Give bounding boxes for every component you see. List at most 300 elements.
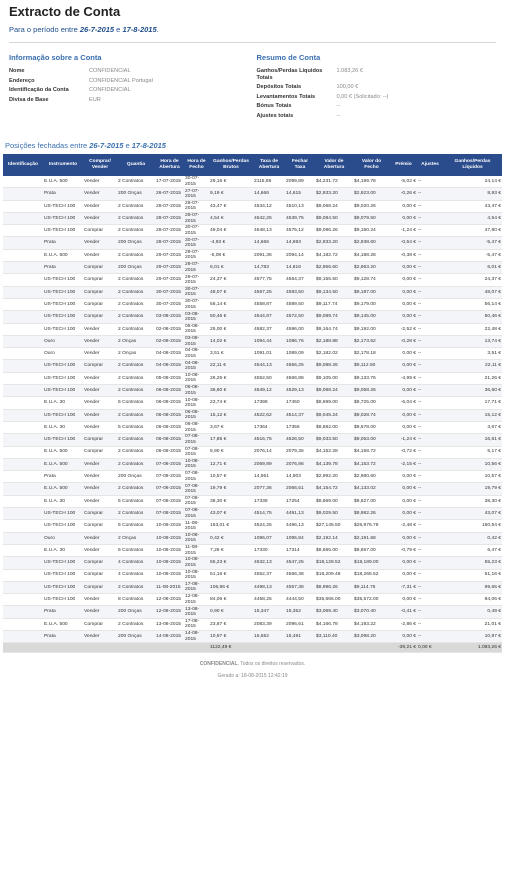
cell-id — [3, 397, 43, 409]
cell-side: Vender — [83, 594, 117, 606]
cell-close-time: 29-07-2015 — [184, 249, 209, 261]
cell-premium: 0,00 € — [390, 348, 417, 360]
cell-open-value: $9,088.26 — [315, 360, 353, 372]
cell-side: Vender — [83, 532, 117, 544]
table-row — [3, 544, 502, 556]
cell-side: Comprar — [83, 446, 117, 458]
cell-side: Comprar — [83, 274, 117, 286]
table-row — [3, 606, 502, 618]
cell-instrument: Ouro — [43, 532, 83, 544]
cell-side: Vender — [83, 200, 117, 212]
cell-open-rate: 2091,36 — [253, 249, 285, 261]
cell-open-time: 06-08-2015 — [155, 434, 184, 446]
cell-close-rate: 14,693 — [285, 237, 315, 249]
cell-id — [3, 176, 43, 188]
cell-id — [3, 348, 43, 360]
cell-id — [3, 569, 43, 581]
account-summary-row — [257, 68, 497, 81]
cell-open-time: 10-08-2015 — [155, 569, 184, 581]
cell-open-rate: 2115,86 — [253, 176, 285, 188]
cell-close-value: $8,678.00 — [353, 421, 390, 433]
cell-close-value: $9,179.00 — [353, 298, 390, 310]
account-info-row — [9, 68, 249, 75]
cell-id — [3, 483, 43, 495]
cell-open-value: $9,098.24 — [315, 385, 353, 397]
cell-net-pl: 19,79 € — [443, 483, 502, 495]
cell-side: Vender — [83, 397, 117, 409]
cell-side: Comprar — [83, 434, 117, 446]
cell-gross-pl: -5,08 € — [209, 249, 253, 261]
account-summary-row — [257, 84, 497, 91]
cell-open-value: $9,096.26 — [315, 225, 353, 237]
cell-side: Comprar — [83, 360, 117, 372]
cell-close-rate: 17254 — [285, 495, 315, 507]
cell-close-time: 30-07-2015 — [184, 298, 209, 310]
cell-net-pl: 0,49 € — [443, 606, 502, 618]
cell-side: Comprar — [83, 581, 117, 593]
account-info-value: CONFIDENCIAL — [89, 68, 131, 74]
cell-open-value: $2,933.20 — [315, 237, 353, 249]
cell-id — [3, 581, 43, 593]
cell-close-value: $9,028.74 — [353, 409, 390, 421]
cell-open-rate: 4567,25 — [253, 286, 285, 298]
cell-side: Vender — [83, 372, 117, 384]
cell-id — [3, 298, 43, 310]
cell-adjustments: -- — [417, 594, 443, 606]
cell-instrument: Prata — [43, 188, 83, 200]
column-header-side: Comprar/ Vender — [83, 154, 117, 176]
cell-close-rate: 4547,25 — [285, 557, 315, 569]
cell-close-time: 06-08-2015 — [184, 409, 209, 421]
cell-open-time: 07-08-2015 — [155, 508, 184, 520]
rights-line: CONFIDENCIAL. Todos os direitos reservados. — [199, 661, 306, 668]
cell-side: Vender — [83, 471, 117, 483]
cell-quantity: 2 Contratos — [117, 225, 155, 237]
cell-net-pl: 99,65 € — [443, 581, 502, 593]
cell-open-rate: 4544,87 — [253, 311, 285, 323]
cell-close-rate: 4510,13 — [285, 200, 315, 212]
cell-close-rate: 4593,50 — [285, 286, 315, 298]
cell-id — [3, 262, 43, 274]
cell-adjustments: -- — [417, 569, 443, 581]
cell-net-pl: 51,16 € — [443, 569, 502, 581]
account-summary-label: Levantamentos Totais — [256, 93, 316, 100]
cell-net-pl: 5,17 € — [443, 446, 502, 458]
cell-id — [3, 249, 43, 261]
cell-id — [3, 409, 43, 421]
cell-open-rate: 4558,87 — [253, 298, 285, 310]
cell-close-value: $8,982.26 — [353, 508, 390, 520]
cell-side: Comprar — [83, 618, 117, 630]
cell-close-time: 27-07-2015 — [184, 188, 209, 200]
cell-quantity: 2 Contratos — [117, 508, 155, 520]
cell-close-value: $9,187.00 — [353, 286, 390, 298]
cell-quantity: 6 Contratos — [117, 520, 155, 532]
cell-instrument: E.U.A. 30 — [43, 495, 83, 507]
cell-quantity: 2 Contratos — [117, 286, 155, 298]
cell-open-time: 02-08-2015 — [155, 323, 184, 335]
summary-section — [0, 43, 505, 135]
cell-open-time: 06-08-2015 — [155, 421, 184, 433]
cell-side: Comprar — [83, 225, 117, 237]
cell-net-pl: 10,97 € — [443, 630, 502, 642]
cell-side: Comprar — [83, 262, 117, 274]
closed-positions-table — [3, 154, 502, 653]
cell-open-value: $2,188.88 — [315, 335, 353, 347]
cell-premium: 0,00 € — [390, 508, 417, 520]
cell-id — [3, 471, 43, 483]
cell-quantity: 2 Contratos — [117, 446, 155, 458]
cell-open-rate: 14,666 — [253, 188, 285, 200]
cell-premium: -2,15 € — [390, 458, 417, 470]
cell-quantity: 2 Onças — [117, 532, 155, 544]
cell-close-rate: 4566,88 — [285, 372, 315, 384]
cell-close-value: $9,079.50 — [353, 212, 390, 224]
totals-row — [3, 643, 502, 653]
cell-open-time: 02-08-2015 — [155, 335, 184, 347]
cell-open-value: $4,152.28 — [315, 446, 353, 458]
cell-quantity: 2 Onças — [117, 335, 155, 347]
cell-adjustments: -- — [417, 458, 443, 470]
column-header-instrument: Instrumento — [43, 154, 83, 176]
cell-open-value: $2,956.60 — [315, 262, 353, 274]
cell-side: Vender — [83, 606, 117, 618]
table-row — [3, 508, 502, 520]
cell-quantity: 200 Onças — [117, 606, 155, 618]
cell-net-pl: 38,30 € — [443, 495, 502, 507]
cell-premium: -0,41 € — [390, 606, 417, 618]
cell-side: Vender — [83, 188, 117, 200]
column-header-open-time: Hora de Abertura — [155, 154, 184, 176]
cell-instrument: US-TECH 100 — [43, 274, 83, 286]
account-summary-value: 0,00 € (Solicitado: --) — [336, 93, 389, 100]
cell-premium: -0,54 € — [390, 237, 417, 249]
cell-side: Vender — [83, 630, 117, 642]
cell-instrument: US-TECH 100 — [43, 520, 83, 532]
table-row — [3, 311, 502, 323]
cell-open-time: 12-08-2015 — [155, 594, 184, 606]
total-premium: -39,21 € — [390, 643, 417, 653]
cell-close-time: 07-08-2015 — [184, 471, 209, 483]
cell-open-rate: 4544,13 — [253, 360, 285, 372]
cell-open-rate: 1096,07 — [253, 532, 285, 544]
account-info-value: CONFIDENCIAL — [89, 87, 131, 93]
account-summary-value: -- — [336, 103, 341, 109]
column-header-id: Identificação — [3, 154, 43, 176]
account-summary-heading: Resumo de Conta — [256, 53, 321, 62]
cell-open-value: $9,105.00 — [315, 372, 353, 384]
cell-instrument: US-TECH 100 — [43, 508, 83, 520]
cell-open-value: $9,068.24 — [315, 200, 353, 212]
cell-gross-pl: 12,71 € — [209, 458, 253, 470]
cell-instrument: E.U.A. 30 — [43, 544, 83, 556]
account-summary-value: -- — [336, 112, 341, 119]
account-info-row — [9, 78, 249, 85]
cell-adjustments: -- — [417, 335, 443, 347]
cell-close-time: 03-08-2015 — [184, 335, 209, 347]
cell-open-rate: 14,961 — [253, 471, 285, 483]
cell-open-time: 10-08-2015 — [155, 520, 184, 532]
account-info-value: EUR — [89, 96, 101, 103]
page-footer — [0, 661, 505, 679]
cell-side: Vender — [83, 409, 117, 421]
cell-open-time: 05-08-2015 — [155, 372, 184, 384]
cell-id — [3, 434, 43, 446]
cell-close-time: 07-08-2015 — [184, 434, 209, 446]
cell-open-rate: 14,666 — [253, 237, 285, 249]
cell-close-time: 17-08-2015 — [184, 581, 209, 593]
cell-gross-pl: 56,14 € — [209, 298, 253, 310]
cell-close-rate: 2099,89 — [285, 176, 315, 188]
cell-close-time: 13-08-2015 — [184, 606, 209, 618]
cell-adjustments: -- — [417, 581, 443, 593]
cell-premium: 0,00 € — [390, 495, 417, 507]
cell-id — [3, 335, 43, 347]
cell-instrument: US-TECH 100 — [43, 557, 83, 569]
cell-close-value: $26,976.78 — [353, 520, 390, 532]
cell-instrument: Prata — [43, 471, 83, 483]
positions-end: 17-8-2015 — [131, 141, 166, 150]
cell-close-rate: 2096,61 — [285, 618, 315, 630]
cell-id — [3, 606, 43, 618]
cell-quantity: 2 Contratos — [117, 176, 155, 188]
cell-open-time: 29-07-2015 — [155, 274, 184, 286]
cell-open-time: 10-08-2015 — [155, 557, 184, 569]
cell-adjustments: -- — [417, 520, 443, 532]
cell-close-rate: 4596,00 — [285, 323, 315, 335]
cell-adjustments: -- — [417, 508, 443, 520]
cell-close-value: $3,098.20 — [353, 630, 390, 642]
cell-premium: -1,24 € — [390, 225, 417, 237]
cell-premium: 0,00 € — [390, 360, 417, 372]
cell-open-time: 06-08-2015 — [155, 397, 184, 409]
column-header-gross-pl: Ganhos/Perdas Brutos — [209, 154, 253, 176]
cell-net-pl: 6,01 € — [443, 262, 502, 274]
cell-close-rate: 1086,76 — [285, 335, 315, 347]
statement-header — [0, 0, 505, 34]
cell-open-rate: 17364 — [253, 421, 285, 433]
cell-id — [3, 508, 43, 520]
cell-close-rate: 4564,37 — [285, 274, 315, 286]
cell-close-value: $9,150.24 — [353, 225, 390, 237]
table-row — [3, 298, 502, 310]
cell-open-time: 04-08-2015 — [155, 348, 184, 360]
cell-net-pl: 24,37 € — [443, 274, 502, 286]
account-summary — [249, 53, 497, 135]
cell-side: Vender — [83, 495, 117, 507]
period-start: 26-7-2015 — [79, 25, 115, 34]
cell-net-pl: 10,57 € — [443, 471, 502, 483]
cell-adjustments: -- — [417, 188, 443, 200]
table-row — [3, 458, 502, 470]
cell-gross-pl: 9,19 € — [209, 188, 253, 200]
cell-open-value: $8,682.00 — [315, 421, 353, 433]
cell-open-value: $3,110.40 — [315, 630, 353, 642]
cell-id — [3, 188, 43, 200]
cell-close-value: $9,114.76 — [353, 581, 390, 593]
column-header-net-pl: Ganhos/Perdas Líquidos — [443, 154, 502, 176]
cell-close-rate: 4529,13 — [285, 385, 315, 397]
cell-side: Comprar — [83, 520, 117, 532]
cell-instrument: E.U.A. 30 — [43, 397, 83, 409]
cell-id — [3, 421, 43, 433]
cell-premium: -0,79 € — [390, 544, 417, 556]
cell-gross-pl: 6,01 € — [209, 262, 253, 274]
cell-side: Vender — [83, 249, 117, 261]
cell-close-value: $18,189.00 — [353, 557, 390, 569]
table-row — [3, 385, 502, 397]
cell-adjustments: -- — [417, 397, 443, 409]
account-info-heading: Informação sobre a Conta — [9, 53, 102, 62]
cell-open-rate: 14,783 — [253, 262, 285, 274]
cell-net-pl: 16,61 € — [443, 434, 502, 446]
cell-close-time: 30-07-2015 — [184, 286, 209, 298]
cell-id — [3, 200, 43, 212]
account-info-rows — [9, 68, 249, 103]
cell-instrument: US-TECH 100 — [43, 372, 83, 384]
cell-adjustments: -- — [417, 557, 443, 569]
cell-quantity: 2 Contratos — [117, 618, 155, 630]
cell-close-time: 30-07-2015 — [184, 237, 209, 249]
column-header-quantity: Quantia — [117, 154, 155, 176]
cell-premium: 0,00 € — [390, 532, 417, 544]
positions-start: 26-7-2015 — [89, 141, 124, 150]
cell-close-value: $9,192.00 — [353, 323, 390, 335]
cell-gross-pl: 153,01 € — [209, 520, 253, 532]
cell-open-value: $8,699.00 — [315, 397, 353, 409]
column-header-open-value: Valor de Abertura — [315, 154, 353, 176]
cell-premium: 0,00 € — [390, 200, 417, 212]
account-summary-row — [257, 103, 497, 110]
table-row — [3, 569, 502, 581]
cell-close-value: $2,980.60 — [353, 471, 390, 483]
cell-close-time: 11-08-2015 — [184, 544, 209, 556]
total-gross: 1122,49 € — [209, 643, 253, 653]
cell-quantity: 200 Onças — [117, 262, 155, 274]
cell-open-rate: 4534,12 — [253, 200, 285, 212]
cell-gross-pl: 23,87 € — [209, 618, 253, 630]
cell-open-rate: 4542,25 — [253, 212, 285, 224]
cell-adjustments: -- — [417, 630, 443, 642]
cell-close-time: 28-07-2015 — [184, 200, 209, 212]
cell-net-pl: 55,23 € — [443, 557, 502, 569]
cell-id — [3, 446, 43, 458]
cell-quantity: 2 Contratos — [117, 323, 155, 335]
cell-premium: -0,38 € — [390, 249, 417, 261]
cell-close-value: $2,178.18 — [353, 348, 390, 360]
cell-premium: 0,00 € — [390, 569, 417, 581]
cell-net-pl: 36,60 € — [443, 385, 502, 397]
cell-instrument: Prata — [43, 630, 83, 642]
cell-close-rate: 1089,09 — [285, 348, 315, 360]
cell-instrument: US-TECH 100 — [43, 385, 83, 397]
cell-id — [3, 286, 43, 298]
cell-close-time: 30-07-2015 — [184, 176, 209, 188]
cell-net-pl: -5,47 € — [443, 237, 502, 249]
cell-quantity: 200 Onças — [117, 237, 155, 249]
cell-id — [3, 212, 43, 224]
cell-id — [3, 237, 43, 249]
cell-open-value: $3,069.40 — [315, 606, 353, 618]
cell-open-rate: 2083,39 — [253, 618, 285, 630]
cell-open-rate: 1094,44 — [253, 335, 285, 347]
cell-quantity: 2 Contratos — [117, 311, 155, 323]
cell-open-value: $4,166.78 — [315, 618, 353, 630]
cell-close-value: $8,725.00 — [353, 397, 390, 409]
cell-instrument: US-TECH 100 — [43, 311, 83, 323]
table-row — [3, 323, 502, 335]
cell-adjustments: -- — [417, 606, 443, 618]
cell-gross-pl: 0,90 € — [209, 606, 253, 618]
cell-premium: -1,24 € — [390, 434, 417, 446]
cell-open-rate: 4514,75 — [253, 508, 285, 520]
table-row — [3, 286, 502, 298]
cell-close-time: 10-08-2015 — [184, 397, 209, 409]
cell-net-pl: 48,07 € — [443, 286, 502, 298]
cell-side: Vender — [83, 237, 117, 249]
cell-net-pl: 17,71 € — [443, 397, 502, 409]
cell-close-time: 07-08-2015 — [184, 508, 209, 520]
cell-open-rate: 2076,14 — [253, 446, 285, 458]
cell-adjustments: -- — [417, 176, 443, 188]
cell-close-time: 07-08-2015 — [184, 446, 209, 458]
cell-close-time: 06-08-2015 — [184, 421, 209, 433]
cell-instrument: E.U.A. 500 — [43, 249, 83, 261]
cell-instrument: E.U.A. 500 — [43, 446, 83, 458]
cell-close-time: 10-08-2015 — [184, 372, 209, 384]
cell-adjustments: -- — [417, 618, 443, 630]
cell-premium: -5,02 € — [390, 176, 417, 188]
table-row — [3, 274, 502, 286]
cell-side: Comprar — [83, 311, 117, 323]
cell-net-pl: 22,48 € — [443, 323, 502, 335]
cell-open-rate: 17330 — [253, 544, 285, 556]
cell-net-pl: 3,67 € — [443, 421, 502, 433]
cell-gross-pl: 26,25 € — [209, 372, 253, 384]
cell-gross-pl: 17,85 € — [209, 434, 253, 446]
cell-id — [3, 385, 43, 397]
cell-open-rate: 15,347 — [253, 606, 285, 618]
cell-gross-pl: 10,57 € — [209, 471, 253, 483]
table-row — [3, 372, 502, 384]
table-row — [3, 532, 502, 544]
cell-side: Vender — [83, 212, 117, 224]
cell-gross-pl: 25,00 € — [209, 323, 253, 335]
table-row — [3, 262, 502, 274]
cell-open-rate: 4577,75 — [253, 274, 285, 286]
cell-quantity: 5 Contratos — [117, 421, 155, 433]
cell-side: Vender — [83, 385, 117, 397]
cell-quantity: 4 Contratos — [117, 557, 155, 569]
cell-side: Vender — [83, 483, 117, 495]
column-header-close-rate: Fechar Taxa — [285, 154, 315, 176]
cell-close-value: $9,020.26 — [353, 200, 390, 212]
cell-open-time: 07-08-2015 — [155, 495, 184, 507]
cell-close-time: 07-08-2015 — [184, 483, 209, 495]
cell-close-time: 04-08-2015 — [184, 348, 209, 360]
cell-open-time: 29-07-2015 — [155, 262, 184, 274]
cell-open-rate: 2069,89 — [253, 458, 285, 470]
cell-gross-pl: 51,16 € — [209, 569, 253, 581]
cell-premium: -0,26 € — [390, 188, 417, 200]
cell-close-time: 10-08-2015 — [184, 557, 209, 569]
cell-open-rate: 4552,50 — [253, 372, 285, 384]
cell-open-time: 06-08-2015 — [155, 409, 184, 421]
cell-adjustments: -- — [417, 262, 443, 274]
table-row — [3, 237, 502, 249]
cell-open-rate: 4458,25 — [253, 594, 285, 606]
account-summary-label: Depósitos Totais — [256, 84, 302, 90]
